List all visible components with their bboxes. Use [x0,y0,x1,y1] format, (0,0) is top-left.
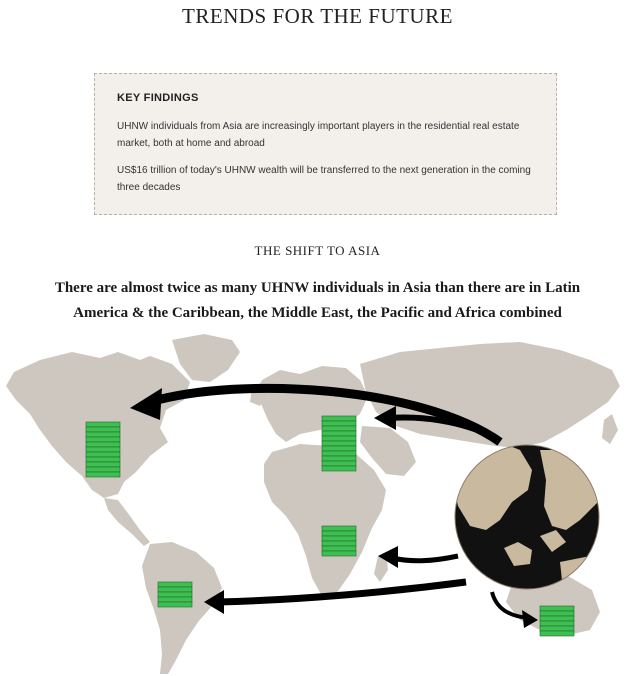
japan-landmass [602,414,618,444]
south-america-landmass [142,542,222,674]
money-stack-icon [158,582,192,607]
money-stack-icon [322,416,356,471]
page-title: TRENDS FOR THE FUTURE [182,4,453,28]
section-title: THE SHIFT TO ASIA [254,243,381,258]
money-stack-icon [322,526,356,556]
central-america-landmass [104,498,150,546]
key-finding-wealth-transfer: US$16 trillion of today's UHNW wealth will be transferred to the next generation in the coming three decades [117,165,531,193]
key-findings-box [94,73,557,215]
asia-globe [452,440,600,592]
world-map [0,330,635,676]
key-finding-asia: UHNW individuals from Asia are increasingly important players in the residential real estate market, both at home and abroad [117,121,520,149]
money-stack-icon [540,606,574,636]
arrow-to-africa [392,556,458,561]
key-findings-heading: KEY FINDINGS [117,92,199,104]
shift-headline: There are almost twice as many UHNW individuals in Asia than there are in Latin America & the Caribbean, the Middle East, the Pacific and Africa combined [54,280,581,321]
money-stack-icon [86,422,120,477]
